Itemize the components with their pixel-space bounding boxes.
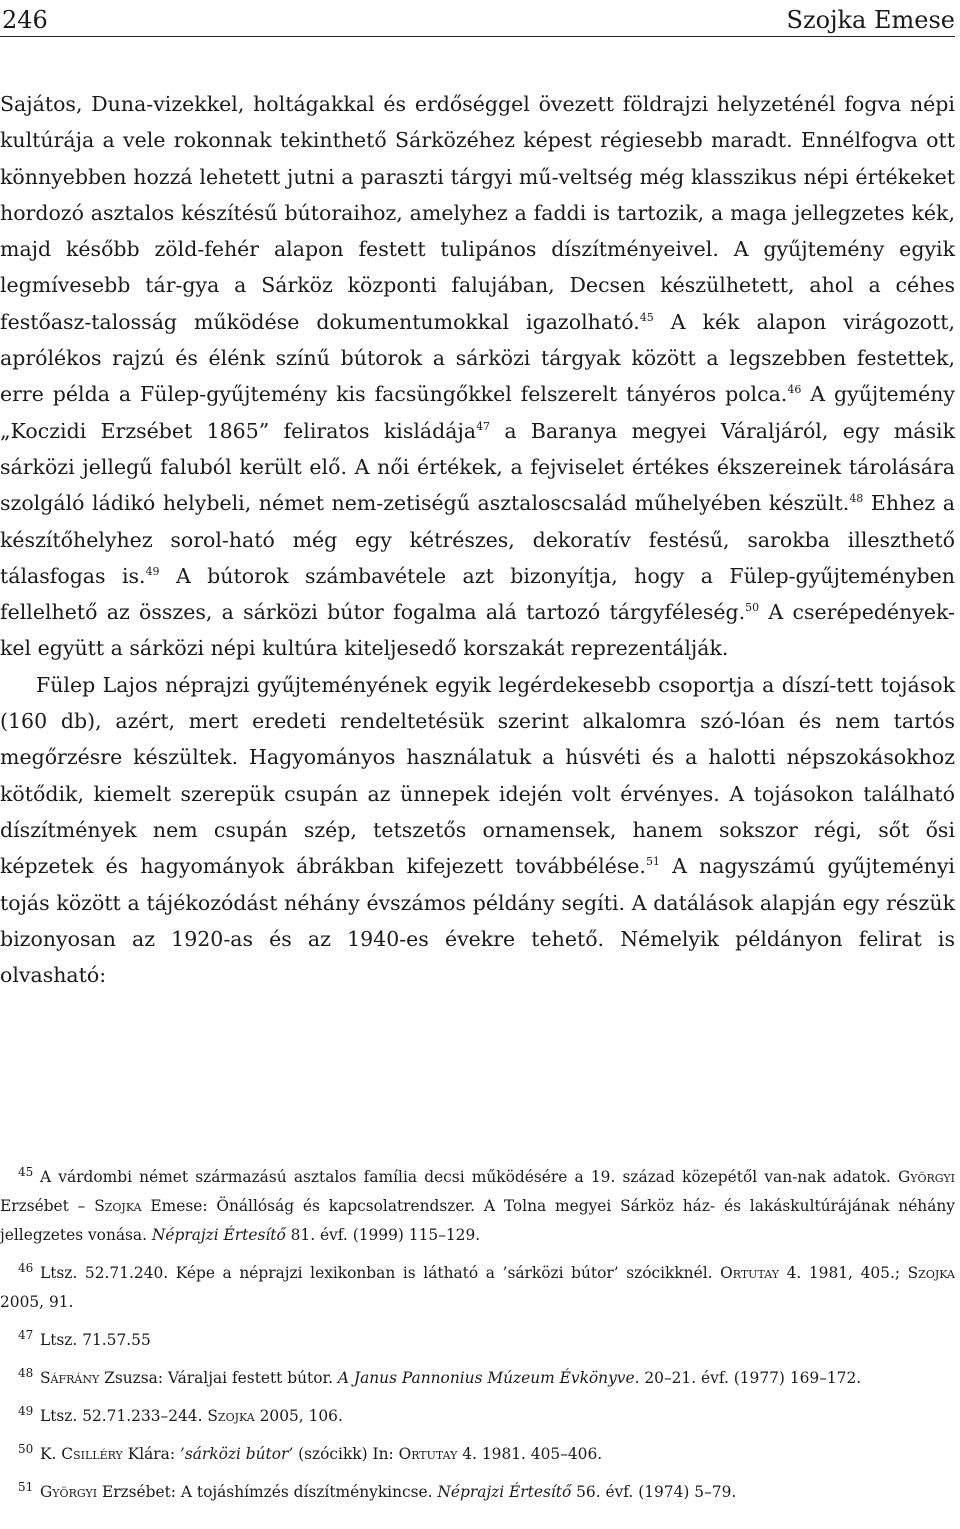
footnote-ref-46[interactable]: 46 <box>787 383 802 397</box>
author-surname: Ortutay <box>398 1445 458 1463</box>
footnote-number: 50 <box>18 1442 34 1456</box>
paragraph-2 <box>0 667 955 994</box>
paragraph-text: Sajátos, Duna-vizekkel, holtágakkal és erdőséggel övezett földrajzi helyzeténél fogva népi kultúrája a vele rokonnak tekinthető Sárközéhez képest régiesebb maradt. Ennélfogva ott könnyebben hozzá lehetett jutni a paraszti tárgyi mű-veltség még klasszikus népi értékeket hordozó asztalos készítésű bútoraihoz, amelyhez a faddi is tartozik, a maga jellegzetes kék, majd később zöld-fehér alapon festett tulipános díszítményeivel. A gyűjtemény egyik legmívesebb tár-gya a Sárköz központi falujában, Decsen készülhetett, ahol a céhes festőasz-talosság működése dokumentumokkal igazolható. <box>0 92 955 334</box>
footnote-text: Erzsébet: A tojáshímzés díszítménykincse. <box>97 1483 438 1501</box>
paragraph-text: A gyűjtemény „Koczidi Erzsébet 1865” feliratos kisládája <box>0 382 955 443</box>
footnote-text: Ltsz. 52.71.233–244. <box>40 1407 208 1425</box>
footnote-ref-51[interactable]: 51 <box>645 855 660 869</box>
footnote-text: Erzsébet – <box>0 1197 95 1215</box>
author-surname: Szojka <box>94 1197 142 1215</box>
author-surname: Ortutay <box>720 1264 779 1282</box>
footnote-47 <box>0 1321 955 1355</box>
footnote-text: 81. évf. (1999) 115–129. <box>285 1226 481 1244</box>
footnote-ref-50[interactable]: 50 <box>745 601 760 615</box>
author-surname: Csilléry <box>61 1445 123 1463</box>
footnote-text: Ltsz. 71.57.55 <box>40 1331 151 1349</box>
main-text <box>0 86 955 993</box>
running-header <box>0 6 955 36</box>
author-surname: Györgyi <box>40 1483 98 1501</box>
author-surname: Györgyi <box>897 1168 955 1186</box>
header-rule <box>0 36 955 37</box>
footnote-49 <box>0 1397 955 1431</box>
footnote-ref-49[interactable]: 49 <box>145 564 160 578</box>
paragraph-text: a Baranya megyei Váraljáról, egy másik sárközi jellegű faluból került elő. A női értékek, a fejviselet értékes ékszereinek tárolására szolgáló ládikó helybeli, német nem-zetiségű asztaloscsalád műhelyében készült. <box>0 418 956 516</box>
paragraph-text: Ehhez a készítőhelyhez sorol-ható még egy kétrészes, dekoratív festésű, sarokba illeszthető tálasfogas is. <box>0 491 956 588</box>
footnote-text: 56. évf. (1974) 5–79. <box>571 1483 737 1501</box>
running-head-author: Szojka Emese <box>786 6 955 34</box>
journal-title: Néprajzi Értesítő <box>437 1483 572 1501</box>
paragraph-1 <box>0 86 955 667</box>
paragraph-text: Fülep Lajos néprajzi gyűjteményének egyik legérdekesebb csoportja a díszí-tett tojások (160 db), azért, mert eredeti rendeltetésük szerint alkalomra szó-lóan és nem tartós megőrzésre készültek. Hagyományos használatuk a húsvéti és a halotti népszokásokhoz kötődik, kiemelt szerepük csupán az ünnepek idején volt érvényes. A tojásokon található díszítmények nem csupán szép, tetszetős ornamensek, hanem sokszor régi, sőt ősi képzetek és hagyományok ábrákban kifejezett továbbélése. <box>0 672 955 879</box>
footnote-45 <box>0 1158 955 1250</box>
footnote-number: 47 <box>18 1328 34 1342</box>
footnote-48 <box>0 1359 955 1393</box>
paragraph-text: A kék alapon virágozott, aprólékos rajzú és élénk színű bútorok a sárközi tárgyak között a legszebben festettek, erre példa a Fülep-gyűjtemény kis facsüngőkkel felszerelt tányéros polca. <box>0 309 955 407</box>
paragraph-text: A bútorok számbavétele azt bizonyítja, hogy a Fülep-gyűjteményben fellelhető az összes, a sárközi bútor fogalma alá tartozó tárgyféleség. <box>0 563 955 625</box>
journal-title: A Janus Pannonius Múzeum Évkönyve <box>337 1369 635 1387</box>
footnote-number: 45 <box>18 1165 34 1179</box>
entry-title: ’sárközi bútor’ <box>179 1445 294 1463</box>
footnote-text: Emese: Önállóság és kapcsolatrendszer. A Tolna megyei Sárköz ház- és lakáskultúrájának néhány jellegzetes vonása. <box>0 1197 955 1244</box>
footnote-text: 2005, 91. <box>0 1293 74 1311</box>
footnote-text: (szócikk) In: <box>293 1445 399 1463</box>
footnote-text: 4. 1981. 405–406. <box>457 1445 603 1463</box>
footnote-text: Ltsz. 52.71.240. Képe a néprajzi lexikonban is látható a ’sárközi bútor’ szócikknél. <box>40 1264 721 1282</box>
footnote-ref-48[interactable]: 48 <box>849 492 864 506</box>
footnote-text: 2005, 106. <box>254 1407 343 1425</box>
footnote-number: 46 <box>18 1261 34 1275</box>
footnote-51 <box>0 1473 955 1507</box>
paragraph-text: A nagyszámú gyűjteményi tojás között a tájékozódást néhány évszámos példány segíti. A datálások alapján egy részük bizonyosan az 1920-as és az 1940-es évekre tehető. Némelyik példányon felirat is olvasható: <box>0 854 955 988</box>
footnote-ref-45[interactable]: 45 <box>639 310 654 324</box>
footnote-46 <box>0 1254 955 1317</box>
footnote-50 <box>0 1435 955 1469</box>
author-surname: Szojka <box>907 1264 955 1282</box>
footnote-text: Zsuzsa: Váraljai festett bútor. <box>99 1369 338 1387</box>
journal-title: Néprajzi Értesítő <box>151 1226 286 1244</box>
paragraph-text: A cserépedények-kel együtt a sárközi népi kultúra kiteljesedő korszakát reprezentálják. <box>0 600 955 661</box>
footnote-number: 49 <box>18 1404 34 1418</box>
author-surname: Szojka <box>207 1407 255 1425</box>
footnote-ref-47[interactable]: 47 <box>476 419 491 433</box>
footnote-text: Klára: <box>122 1445 180 1463</box>
footnote-text: 4. 1981, 405.; <box>778 1264 908 1282</box>
author-surname: Sáfrány <box>40 1369 100 1387</box>
footnote-text: A várdombi német származású asztalos família decsi működésére a 19. század közepétől van-nak adatok. <box>40 1168 898 1186</box>
footnote-number: 51 <box>18 1480 34 1494</box>
footnotes <box>0 1158 955 1511</box>
footnote-number: 48 <box>18 1366 34 1380</box>
footnote-text: K. <box>40 1445 62 1463</box>
footnote-text: . 20–21. évf. (1977) 169–172. <box>634 1369 862 1387</box>
page-number: 246 <box>2 6 48 34</box>
